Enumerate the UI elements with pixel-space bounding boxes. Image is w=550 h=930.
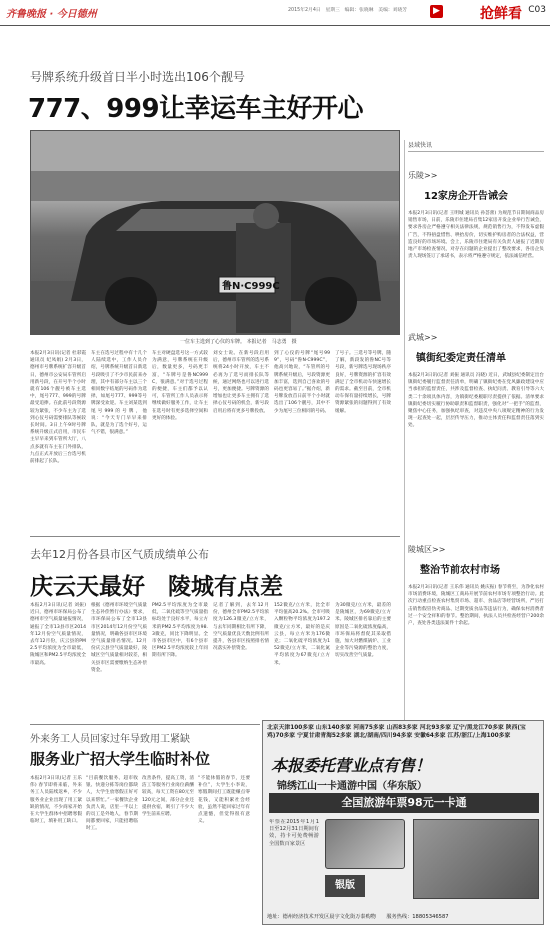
photo-caption: 一位车主选到了心仪的车牌。 本报记者 马志勇 摄 (180, 339, 297, 345)
sidebar-place-2: 武城>> (408, 333, 438, 342)
travel-card-ad (262, 720, 544, 925)
car-photo-illustration (31, 131, 400, 335)
section-title: 抢鲜看 (480, 6, 522, 22)
ad-destination-list: 北京天津100多家 山东140多家 河南75多家 山西83多家 河北93多家 辽宁/黑龙江70多家 陕西(宝鸡)70多家 宁夏甘肃青海52多家 湖北/湖南/四川94多家 安徽64多家 江苏/浙江/上海100多家 (267, 725, 526, 739)
sidebar-label: 县域快讯 (408, 140, 544, 152)
story3-col-3: 改善条件，提高工资，清洁工等服务行业岗位薪酬较高，每天工资在80元至120元之间，部分企业还提供食宿，吸引了不少大学生前来应聘。 (142, 776, 194, 818)
ad-card-image (325, 819, 405, 869)
story2-col-4: 记者了解到，去年12月份，德州全市PM2.5平均浓度为126.3微克/立方米，与去年同期相比有所下降，空气质量优良天数比例有所提升，各县市区按照排名情况落实补偿资金。 (213, 603, 269, 652)
ad-scenery-image (413, 819, 539, 899)
ad-brand: 银版 (325, 875, 365, 897)
story1-col-4: 刘女士说。在新号段启用后，德州市车管所的选号系统将24小时开放，车主不必再为了选号而排长队等候，通过网络也可以进行选号，更加便捷。号牌资源的增加也让更多车主拥有了选择心仪号码的机会，新号段启用后将有更多号牌投放。 (213, 351, 269, 414)
arrow-icon: ▶ (430, 5, 443, 18)
story1-kicker: 号牌系统升级首日半小时选出106个靓号 (30, 70, 245, 84)
story1-col-1: 本报2月3日讯(记者 杜彩霞 通讯员 纪凤娟) 2月3日，德州市号牌系统扩容升级首日，德州市公安局车管所启用新号段，在开号半个小时就有106个靓号被车主选中，尾号777、999的号牌最受追捧。在此前号段资源较为紧张，不少车主为了选到心仪号码需要排队等候较长时间。3日上午9时号牌系统升级正式启用，市民车主早早来到车管所大厅，八点多就有车主在门外排队，九点正式开放后三台选号机前排起了长队。 (30, 351, 86, 465)
story3-kicker: 外来务工人员回家过年导致用工紧缺 (30, 734, 190, 745)
story3-col-4: “不能休假的春节，还要补位”，大学生小李说，寒假期间打工既能赚点零花钱，又能积累社会经验，虽然不能回家过年有点遗憾，但觉得很有意义。 (198, 776, 250, 825)
license-plate: 鲁N·C999C (222, 281, 280, 292)
story1-col-6: 了号子。三选号等号牌，随了解，新段发的鲁NC号等号段，新号牌选号现场秩序良好，号牌资源的扩容有效满足了全市机动车快速增长的需求。截至目前，全市机动车保有量持续增长，号牌资源紧张的问题得到了有效缓解。 (335, 351, 391, 414)
ad-footer: 地址：德州经济技术开发区晨宇文化街万泰购物 服务热线：18805346587 (267, 914, 449, 920)
page-header (0, 0, 550, 26)
sidebar-body-1: 本报2月3日讯(记者 王明城 通讯员 孙荟蕾) 为规范节日期间商品房销售市场，日前，乐陵市住建局召集12家房开发企业举行告诫会，要求各房企严格遵守相关法律法规，规范销售行为，不得发布虚假广告，不得捂盘惜售、哄抬房价，切实维护购房者的合法权益，营造良好的市场环境。会上，乐陵市住建局有关负责人通报了近期房地产市场检查情况，对存在问题的企业提出了整改要求，各房企负责人现场签订了承诺书，表示将严格遵守规定，依法诚信经营。 (408, 211, 544, 260)
story1-col-2: 车主在选号过程中有十几个人陆续选中，工作人员介绍，号牌系统升级首日新选号段吸引了不少市民前来办理，其中有部分车主以三个相同数字结尾的号码作为选择，如尾号777、999等号牌深受欢迎。车主刘某选到尾号999的号牌，他说：“今天专门早早来排队，就是为了选个好号，运气不错，很满意。” (91, 351, 147, 436)
sidebar-title-3: 整治节前农村市场 (420, 565, 500, 576)
ad-note: 年票在2015年1月1日至12月31日期间有效，持卡可免费畅游全国数百家景区 (269, 819, 319, 847)
car-photo (30, 130, 400, 335)
county-news-sidebar (408, 140, 544, 708)
ad-price-banner: 全国旅游年票98元一卡通 (269, 793, 539, 813)
story3-col-2: “目前餐饮服务、超市收银、快递分拣等岗位都缺人，大学生放寒假正好可以来帮忙。”一家餐饮企业负责人说，店里一半以上的员工是外地人，春节期间都要回家，只能招聘临时工。 (86, 776, 138, 832)
story2-col-5: 152微克/立方米，比全市平均值高20.2%。全市可吸入颗粒物平均浓度为197.2微克/立方米，最好的是庆云县，每立方米为176微克；二氧化硫平均浓度为152微克/立方米，二氧化氮平均浓度为67微克/立方米。 (274, 603, 330, 666)
story2-kicker: 去年12月份各县市区气质成绩单公布 (30, 548, 209, 561)
story3-col-1: 本报2月3日讯(记者 王乐伟) 春节即将来临，外来务工人员陆续返乡，不少服务业企业出现了用工紧缺的情况，不少商家开始在大学生群体中招聘寒假临时工，填补用工缺口。 (30, 776, 82, 825)
story3-headline: 服务业广招大学生临时补位 (30, 750, 211, 768)
story2-col-6: 为30微克/立方米，最差的是陵城区，为69微克/立方米。陵城区排名靠后的主要原因是二氧化硫浓度偏高，市环保局将督促其采取措施，加大对燃煤锅炉、工业企业等污染源的整治力度，切实改善空气质量。 (335, 603, 391, 659)
story2-headline: 庆云天最好 陵城有点差 (30, 574, 283, 600)
sidebar-title-1: 12家房企开告诫会 (424, 191, 508, 202)
story2-col-2: 根据《德州市环境空气质量生态补偿暂行办法》要求，市环保局公布了全市13县市区2014年12月份空气质量情况，明确各县市区环境空气质量排名情况。12月份庆云县空气质量最好，陵城区空气质量相对较差，相关县市区需要缴纳生态补偿资金。 (91, 603, 147, 673)
story1-col-5: 到了心仪的号牌“尾号999”，号码“鲁N·C999C”，他高兴地说，“车管所的号牌系统升级后，号段资源更加丰富，选到自己喜欢的号码也更容易了。”据介绍，新号牌发放首日前半个小时就选出了106个靓号，其中不少为尾号三位相同的号码。 (274, 351, 330, 414)
sidebar-title-2: 镇街纪委定责任清单 (416, 353, 506, 364)
story1-col-3: 车主对硬盘选号这一方式较为满意，号牌系统在升级后，数量更多，号码更丰富，“车牌号是鲁NC999C，很满意。”对于选号过程的便捷，车主们都予以认可，车管所工作人员表示将继续做好服务工作，让车主在选号时有更多选择空间和更好的体验。 (152, 351, 208, 421)
sidebar-body-2: 本报2月3日讯(记者 刘振 通讯员 冯晓) 近日，武城县纪委制定出台镇街纪委履行监督责任清单，明确了镇街纪委在党风廉政建设中应当承担的监督责任，共涉及监督检查、执纪问责、教育引导等六大类二十余项具体内容，为镇街纪委履职尽责提供了依据。清单要求镇街纪委切实履行协助职责和监督职责，强化对“一把手”的监督，聚焦中心任务，加强执纪审查，对违反中央八项规定精神的行为发现一起查处一起，层层传导压力，推动主体责任和监督责任落到实处。 (408, 373, 544, 429)
story2-col-3: PM2.5平均浓度为全市最低，二氧化硫等空气质量指标均处于良好水平，每立方米的PM2.5平均浓度为98.3微克，同比下降明显。全市各县市区中，有6个县市区PM2.5平均浓度较上年同期有所下降。 (152, 603, 208, 659)
masthead: 齐鲁晚报 · 今日德州 (6, 9, 97, 20)
sidebar-place-3: 陵城区>> (408, 545, 446, 554)
divider-story3 (30, 724, 260, 725)
sidebar-body-3: 本报2月3日讯(记者 王乐伟 通讯员 姚庆振) 春节将至，为净化农村市场消费环境，陵城区工商局开展节前农村市场专项整治行动。此次行动重点检查农村集贸市场、超市、食品店等经营场所，严厉打击销售假冒伪劣商品、过期变质食品等违法行为，确保农村消费者过一个安全祥和的春节。整治期间，执法人员共检查经营户200余户，查处各类违法案件十余起。 (408, 585, 544, 627)
ad-product: 锦绣江山一卡通游中国（华东版） (277, 781, 427, 792)
page-number: C03 (528, 5, 546, 15)
divider-story2 (30, 536, 400, 537)
story2-col-1: 本报2月3日讯(记者 刘振) 近日，德州市环保局公布了德州市空气质量通报情况，通报了全市13县市区2014年12月份空气质量情况，去年12月份，庆云县的PM2.5平均浓度为全市最低，陵城区和PM2.5平均浓度全市最高。 (30, 603, 86, 666)
edition-info: 2015年2月4日 星期三 编辑：张晓琳 美编：刘晓芳 (288, 8, 408, 13)
story1-headline: 777、999让幸运车主好开心 (28, 94, 364, 124)
sidebar-place-1: 乐陵>> (408, 171, 438, 180)
ad-slogan: 本报委托营业点有售！ (271, 756, 432, 775)
